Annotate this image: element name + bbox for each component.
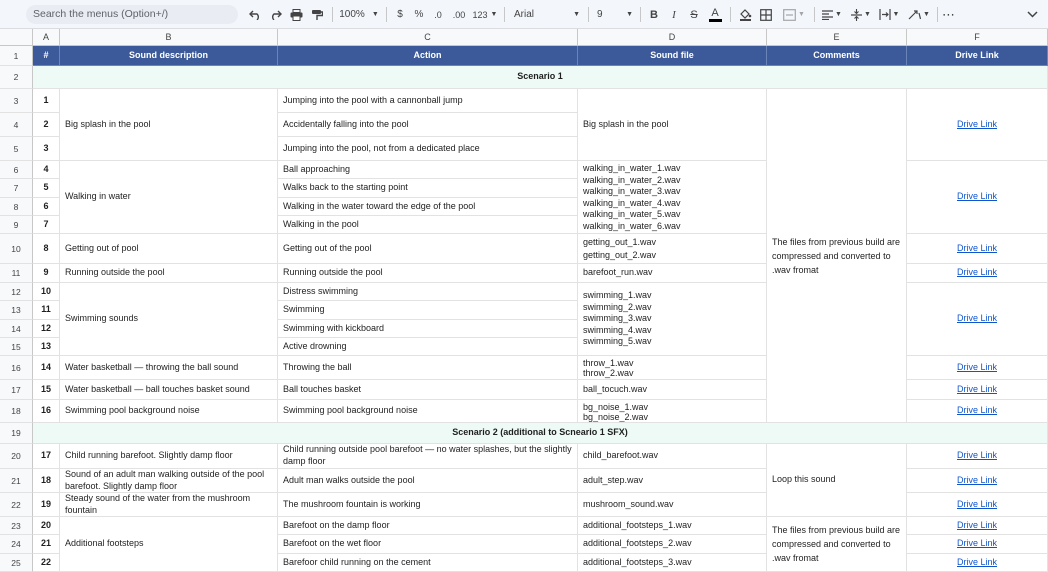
row-num[interactable]: 16	[33, 400, 60, 423]
row-header[interactable]: 10	[0, 234, 33, 264]
sound-file: throw_1.wav	[583, 358, 634, 368]
sound-file: throw_2.wav	[583, 368, 634, 378]
comment-cell[interactable]: The files from previous build are compressed and converted to .wav fromat	[767, 517, 907, 572]
fill-color-icon[interactable]	[736, 0, 754, 29]
more-options-icon[interactable]: ⋯	[942, 6, 956, 22]
action-cell[interactable]: The mushroom fountain is working	[278, 493, 578, 517]
chevron-down-icon: ▼	[923, 11, 930, 18]
sound-file-cell[interactable]: additional_footsteps_1.wav	[578, 517, 767, 535]
chevron-down-icon: ▼	[371, 11, 379, 18]
merge-cells-icon[interactable]	[780, 0, 808, 29]
column-header-f[interactable]: F	[907, 29, 1048, 46]
column-header-e[interactable]: E	[767, 29, 907, 46]
font-size-value: 9	[597, 9, 603, 20]
row-header[interactable]: 8	[0, 198, 33, 216]
action-cell[interactable]: Distress swimming	[278, 283, 578, 301]
drive-link[interactable]: Drive Link	[907, 444, 1048, 469]
chevron-down-icon: ▼	[835, 11, 842, 18]
chevron-down-icon: ▼	[573, 11, 580, 18]
action-cell[interactable]: Barefoot on the damp floor	[278, 517, 578, 535]
action-cell[interactable]: Jumping into the pool with a cannonball jump	[278, 89, 578, 113]
column-header-c[interactable]: C	[278, 29, 578, 46]
sound-description[interactable]: Big splash in the pool	[60, 89, 278, 161]
sound-file-cell[interactable]: mushroom_sound.wav	[578, 493, 767, 517]
drive-link[interactable]: Drive Link	[907, 554, 1048, 572]
sound-description[interactable]: Getting out of pool	[60, 234, 278, 264]
column-header-d[interactable]: D	[578, 29, 767, 46]
row-num[interactable]: 15	[33, 380, 60, 400]
sound-description[interactable]: Sound of an adult man walking outside of the pool barefoot. Slightly damp floor	[60, 469, 278, 493]
comment-cell[interactable]: Loop this sound	[767, 444, 907, 517]
drive-link[interactable]: Drive Link	[907, 380, 1048, 400]
row-header[interactable]: 19	[0, 423, 33, 444]
sound-file-cell[interactable]: additional_footsteps_3.wav	[578, 554, 767, 572]
sound-file: getting_out_1.wav	[583, 237, 657, 247]
bold-button[interactable]: B	[650, 8, 658, 21]
sound-file: walking_in_water_3.wav	[583, 186, 681, 197]
header-num[interactable]: #	[33, 46, 60, 66]
action-cell[interactable]: Throwing the ball	[278, 356, 578, 380]
scenario-1-title[interactable]: Scenario 1	[33, 66, 1048, 89]
row-num[interactable]: 18	[33, 469, 60, 493]
row-header[interactable]: 16	[0, 356, 33, 380]
row-header[interactable]: 5	[0, 137, 33, 161]
text-color-button[interactable]	[706, 0, 724, 29]
column-header-a[interactable]: A	[33, 29, 60, 46]
row-header[interactable]: 17	[0, 380, 33, 400]
sound-file: bg_noise_1.wav	[583, 402, 649, 412]
text-rotation-icon[interactable]	[905, 0, 933, 29]
zoom-value: 100%	[339, 9, 365, 20]
action-cell[interactable]: Adult man walks outside the pool	[278, 469, 578, 493]
sound-file: walking_in_water_4.wav	[583, 197, 681, 208]
row-header[interactable]: 20	[0, 444, 33, 469]
row-header[interactable]: 14	[0, 320, 33, 338]
toolbar	[0, 0, 1048, 29]
chevron-down-icon: ▼	[798, 11, 805, 18]
row-num[interactable]: 2	[33, 113, 60, 137]
row-header[interactable]: 12	[0, 283, 33, 301]
chevron-down-icon: ▼	[626, 11, 633, 18]
action-cell[interactable]: Walking in the water toward the edge of the pool	[278, 198, 578, 216]
row-num[interactable]: 5	[33, 179, 60, 198]
action-cell[interactable]: Accidentally falling into the pool	[278, 113, 578, 137]
row-num[interactable]: 20	[33, 517, 60, 535]
drive-link[interactable]: Drive Link	[907, 400, 1048, 423]
sound-file-cell[interactable]: Big splash in the pool	[578, 89, 767, 161]
sound-file: walking_in_water_5.wav	[583, 209, 681, 220]
increase-decimal-button[interactable]: .00	[452, 9, 466, 20]
sound-file-cell[interactable]	[578, 234, 767, 264]
drive-link[interactable]: Drive Link	[907, 469, 1048, 493]
action-cell[interactable]: Ball approaching	[278, 161, 578, 179]
sound-file-cell[interactable]	[578, 283, 767, 356]
scenario-2-title[interactable]: Scenario 2 (additional to Scneario 1 SFX)	[33, 423, 1048, 444]
row-header[interactable]: 21	[0, 469, 33, 493]
sound-file-cell[interactable]	[578, 161, 767, 234]
sound-description[interactable]: Swimming pool background noise	[60, 400, 278, 423]
action-cell[interactable]: Barefoor child running on the cement	[278, 554, 578, 572]
drive-link[interactable]: Drive Link	[907, 264, 1048, 283]
align-vertical-icon[interactable]	[849, 0, 873, 29]
action-cell[interactable]: Active drowning	[278, 338, 578, 356]
row-num[interactable]: 6	[33, 198, 60, 216]
row-num[interactable]: 21	[33, 535, 60, 554]
sound-file-cell[interactable]	[578, 356, 767, 380]
sound-file-cell[interactable]	[578, 400, 767, 423]
action-cell[interactable]: Walking in the pool	[278, 216, 578, 234]
collapse-toolbar-icon[interactable]	[1024, 0, 1040, 29]
italic-button[interactable]: I	[672, 8, 676, 21]
action-cell[interactable]: Jumping into the pool, not from a dedicated place	[278, 137, 578, 161]
action-cell[interactable]: Barefoot on the wet floor	[278, 535, 578, 554]
action-cell[interactable]: Child running outside pool barefoot — no water splashes, but the slightly damp floor	[278, 444, 578, 469]
number-format-value: 123	[472, 9, 488, 20]
row-num[interactable]: 3	[33, 137, 60, 161]
drive-link[interactable]: Drive Link	[907, 535, 1048, 554]
sound-file: swimming_1.wav	[583, 290, 652, 300]
action-cell[interactable]: Swimming with kickboard	[278, 320, 578, 338]
row-header[interactable]: 2	[0, 66, 33, 89]
align-horizontal-icon[interactable]	[820, 0, 844, 29]
row-num[interactable]: 8	[33, 234, 60, 264]
chevron-down-icon: ▼	[864, 11, 871, 18]
spreadsheet-grid[interactable]	[0, 29, 1048, 572]
header-drive-link[interactable]: Drive Link	[907, 46, 1048, 66]
row-num[interactable]: 7	[33, 216, 60, 234]
sound-file: bg_noise_2.wav	[583, 412, 649, 422]
number-format-select[interactable]	[472, 0, 498, 29]
header-comments[interactable]: Comments	[767, 46, 907, 66]
font-size-select[interactable]	[595, 0, 635, 29]
zoom-select[interactable]	[338, 0, 380, 29]
font-value: Arial	[514, 9, 535, 20]
sound-file: walking_in_water_2.wav	[583, 174, 681, 185]
sound-file: walking_in_water_6.wav	[583, 220, 681, 231]
row-header[interactable]: 11	[0, 264, 33, 283]
sound-description[interactable]: Steady sound of the water from the mushroom fountain	[60, 493, 278, 517]
row-header[interactable]: 9	[0, 216, 33, 234]
sound-file: swimming_2.wav	[583, 301, 652, 312]
header-sound-description[interactable]: Sound description	[60, 46, 278, 66]
sound-file: swimming_5.wav	[583, 336, 652, 347]
row-num[interactable]: 19	[33, 493, 60, 517]
print-icon[interactable]	[287, 0, 305, 29]
sound-file-cell[interactable]: ball_tocuch.wav	[578, 380, 767, 400]
sound-description[interactable]: Walking in water	[60, 161, 278, 234]
strikethrough-button[interactable]: S	[690, 8, 698, 21]
drive-link[interactable]: Drive Link	[907, 517, 1048, 535]
drive-link[interactable]: Drive Link	[907, 356, 1048, 380]
row-header[interactable]: 7	[0, 179, 33, 198]
row-num[interactable]: 1	[33, 89, 60, 113]
drive-link[interactable]: Drive Link	[907, 234, 1048, 264]
sound-file: walking_in_water_1.wav	[583, 163, 681, 173]
row-num[interactable]: 12	[33, 320, 60, 338]
action-cell[interactable]: Walks back to the starting point	[278, 179, 578, 198]
row-num[interactable]: 4	[33, 161, 60, 179]
row-num[interactable]: 22	[33, 554, 60, 572]
undo-icon[interactable]	[246, 0, 264, 29]
row-header[interactable]: 6	[0, 161, 33, 179]
borders-icon[interactable]	[757, 0, 775, 29]
text-color-swatch	[709, 19, 722, 22]
sound-description[interactable]: Swimming sounds	[60, 283, 278, 356]
row-num[interactable]: 14	[33, 356, 60, 380]
header-sound-file[interactable]: Sound file	[578, 46, 767, 66]
sound-file: getting_out_2.wav	[583, 250, 657, 260]
text-wrap-icon[interactable]	[877, 0, 901, 29]
sound-description[interactable]: Running outside the pool	[60, 264, 278, 283]
sound-file: swimming_3.wav	[583, 313, 652, 324]
row-header[interactable]: 23	[0, 517, 33, 535]
sound-description[interactable]: Water basketball — ball touches basket sound	[60, 380, 278, 400]
action-cell[interactable]: Swimming	[278, 301, 578, 320]
row-header[interactable]: 1	[0, 46, 33, 66]
action-cell[interactable]: Getting out of the pool	[278, 234, 578, 264]
sound-file-cell[interactable]: adult_step.wav	[578, 469, 767, 493]
font-select[interactable]	[512, 0, 582, 29]
sound-file-cell[interactable]: child_barefoot.wav	[578, 444, 767, 469]
sound-file: swimming_4.wav	[583, 324, 652, 335]
sound-file-cell[interactable]: additional_footsteps_2.wav	[578, 535, 767, 554]
row-header[interactable]: 3	[0, 89, 33, 113]
row-header[interactable]: 22	[0, 493, 33, 517]
sound-description[interactable]: Child running barefoot. Slightly damp floor	[60, 444, 278, 469]
chevron-down-icon: ▼	[892, 11, 900, 18]
menu-search-input[interactable]: Search the menus (Option+/)	[26, 5, 238, 24]
decrease-decimal-button[interactable]: .0	[434, 9, 442, 20]
sound-description[interactable]: Additional footsteps	[60, 517, 278, 572]
drive-link[interactable]: Drive Link	[907, 493, 1048, 517]
text-color-label: A	[711, 6, 719, 19]
drive-link[interactable]: Drive Link	[907, 283, 1048, 356]
row-num[interactable]: 17	[33, 444, 60, 469]
comment-cell[interactable]: The files from previous build are compressed and converted to .wav fromat	[767, 89, 907, 423]
redo-icon[interactable]	[266, 0, 284, 29]
currency-format-button[interactable]: $	[397, 9, 403, 20]
row-header[interactable]: 25	[0, 554, 33, 572]
row-num[interactable]: 9	[33, 264, 60, 283]
row-header[interactable]: 13	[0, 301, 33, 320]
row-num[interactable]: 13	[33, 338, 60, 356]
row-num[interactable]: 10	[33, 283, 60, 301]
drive-link[interactable]: Drive Link	[907, 161, 1048, 234]
sound-description[interactable]: Water basketball — throwing the ball sound	[60, 356, 278, 380]
percent-format-button[interactable]: %	[414, 9, 424, 20]
row-header[interactable]: 18	[0, 400, 33, 423]
drive-link[interactable]: Drive Link	[907, 89, 1048, 161]
row-num[interactable]: 11	[33, 301, 60, 320]
chevron-down-icon: ▼	[490, 11, 498, 18]
column-header-b[interactable]: B	[60, 29, 278, 46]
action-cell[interactable]: Swimming pool background noise	[278, 400, 578, 423]
sound-file-cell[interactable]: barefoot_run.wav	[578, 264, 767, 283]
row-header[interactable]: 4	[0, 113, 33, 137]
action-cell[interactable]: Running outside the pool	[278, 264, 578, 283]
header-action[interactable]: Action	[278, 46, 578, 66]
select-all-corner[interactable]	[0, 29, 33, 46]
action-cell[interactable]: Ball touches basket	[278, 380, 578, 400]
row-header[interactable]: 24	[0, 535, 33, 554]
paint-format-icon[interactable]	[308, 0, 326, 29]
row-header[interactable]: 15	[0, 338, 33, 356]
